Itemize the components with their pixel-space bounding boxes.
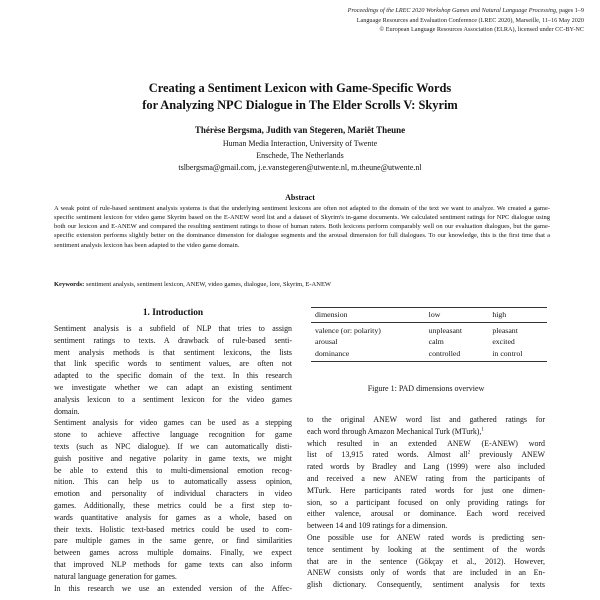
footnote-mark-1: 1 <box>481 427 484 433</box>
right-paragraph-2: One possible use for ANEW rated words is predicting sen- tence sentiment by looking at the sentiment of the words that are in the sentence (Gökçay et al., 2012). However, ANEW consists only of words that are included in an En- glish dictionary. Consequently, sentiment analysis for texts <box>307 532 545 590</box>
header-conference: Language Resources and Evaluation Conference (LREC 2020), Marseille, 11–16 May 2020 <box>356 16 584 24</box>
table-cell: controlled <box>425 348 489 362</box>
table-cell: dominance <box>311 348 425 362</box>
paper-title: Creating a Sentiment Lexicon with Game-Specific Words for Analyzing NPC Dialogue in The Elder Scrolls V: Skyrim <box>142 81 458 112</box>
table-cell: in control <box>488 348 547 362</box>
right-column <box>307 414 545 591</box>
table-cell: unpleasant <box>428 325 462 335</box>
table-row <box>311 348 547 362</box>
table-cell: valence (or: polarity) <box>315 325 381 335</box>
table-cell: calm <box>428 337 444 346</box>
table-header-cell: low <box>425 308 489 323</box>
table-cell: pleasant <box>492 325 518 335</box>
header-proceedings: Proceedings of the LREC 2020 Workshop Games and Natural Language Processing, pages 1–9 <box>347 7 584 14</box>
intro-paragraph-1: Sentiment analysis is a subfield of NLP that tries to assign sentiment ratings to texts. A drawback of rule-based senti- ment analysis methods is that sentiment lexicons, the lists that link specific words to sentiment values, are often not adapted to the specific domain of the text. In this research we investigate whether we can adapt an existing sentiment analysis lexicon to a sentiment lexicon for the video games domain. <box>54 324 292 416</box>
abstract-text: A weak point of rule-based sentiment analysis systems is that the underlying sentiment lexicons are often not adapted to the domain of the text we want to analyze. We created a game-specific sentiment lexicon for video game Skyrim based on the E-ANEW word list and a dataset of Skyrim's in-game documents. We calculated sentiment ratings for NPC dialogue using both our lexicon and E-ANEW and compared the resulting sentiment ratings to those of human raters. Both lexicons perform comparably well on our evaluation dialogues, but the game-specific extension performs slightly better on the dominance dimension for dialogue segments and the arousal dimension for full dialogues. To our knowledge, this is the first time that a sentiment analysis lexicon has been adapted to the video game domain. <box>54 205 550 249</box>
table-cell: excited <box>492 337 515 346</box>
keywords: Keywords: sentiment analysis, sentiment lexicon, ANEW, video games, dialogue, lore, Skyrim, E-ANEW <box>54 281 332 288</box>
table-header-cell: dimension <box>311 308 425 323</box>
footnote-mark-2: 2 <box>467 450 471 456</box>
intro-paragraph-2: Sentiment analysis for video games can be used as a stepping stone to achieve affective language recognition for game texts (such as NPC dialogue). If we can automatically disti- guish positive and negative polarity in game texts, we might be able to extend this to multi-dimensional emotion recog- nition. This can help us to automatically assess opinion, emotion and personality of individual characters in video games. Additionally, these metrics could be a first step to- wards quantitative analysis for games as a whole, based on their texts. Holistic text-based metrics could be used to com- pare multiple games in the same genre, or find similarities between games across multiple domains. Finally, we expect that improved NLP methods for game texts can also inform natural language generation for games. <box>54 418 292 581</box>
table-header-cell: high <box>488 308 547 323</box>
table-row <box>311 336 547 348</box>
table-row <box>311 322 547 336</box>
table-header-row <box>311 308 547 323</box>
figure-1-caption: Figure 1: PAD dimensions overview <box>367 384 485 393</box>
left-column <box>54 323 292 594</box>
intro-paragraph-3-start: In this research we use an extended version of the Affec- <box>54 583 292 593</box>
author-list: Thérèse Bergsma, Judith van Stegeren, Mariët Theune <box>194 125 406 135</box>
affiliation: Human Media Interaction, University of Twente Enschede, The Netherlands tslbergsma@gmail.com, j.e.vanstegeren@utwente.nl, m.theune@utwente.nl <box>40 138 560 175</box>
line-with-footnote-2: list of 13,915 rated words. Almost all$^2$ previously ANEW <box>307 450 545 460</box>
pad-dimensions-table <box>311 307 547 362</box>
right-paragraph-1: to the original ANEW word list and gathered ratings for each word through Amazon Mechanical Turk (MTurk),$^1$ which resulted in an extended ANEW (E-ANEW) word list of 13,915 rated words. Almost all$^2$ previously ANEW rated words by Bradley and Lang (1999) were also included and received a new ANEW rating from the participants of MTurk. Here participants rated words for just one dimen- sion, so a participant focused on only providing ratings for either valence, arousal or dominance. Each word received between 14 and 109 ratings for a dimension. <box>307 415 545 531</box>
header-license: © European Language Resources Association (ELRA), licensed under CC-BY-NC <box>379 26 584 34</box>
author-emails: tslbergsma@gmail.com, j.e.vanstegeren@utwente.nl, m.theune@utwente.nl <box>178 163 422 173</box>
table-cell: arousal <box>315 337 338 346</box>
section-heading-introduction: 1. Introduction <box>142 308 204 318</box>
abstract-heading: Abstract <box>285 193 315 202</box>
running-header <box>164 6 584 35</box>
line-with-footnote-1: each word through Amazon Mechanical Turk (MTurk),$^1$ <box>307 426 484 436</box>
